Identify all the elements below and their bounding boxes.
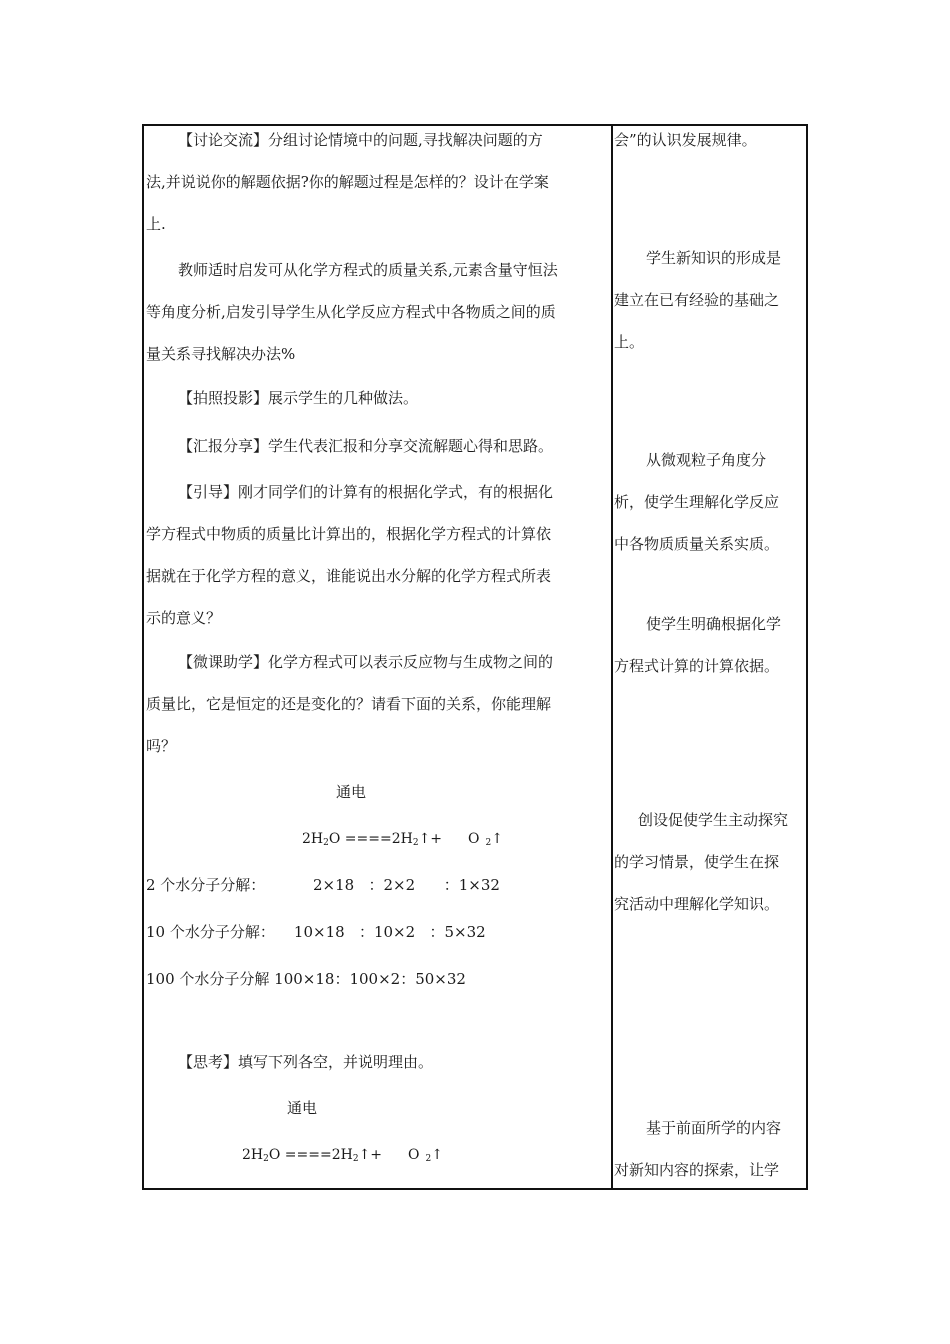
micro-line-2: 质量比，它是恒定的还是变化的？请看下面的关系，你能理解 bbox=[146, 695, 552, 713]
equation-1: $2H_2O$ $====2H_2↑+ O$ $_2$↑ bbox=[302, 831, 503, 848]
ratio-row-100: 100 个水分子分解 100×18：100×2：50×32 bbox=[146, 970, 466, 988]
micro-line-1: 【微课助学】化学方程式可以表示反应物与生成物之间的 bbox=[178, 653, 554, 671]
teacher-line-1: 教师适时启发可从化学方程式的质量关系,元素含量守恒法 bbox=[178, 261, 558, 279]
micro-line-3: 吗？ bbox=[146, 737, 177, 755]
note-1-line-2: 建立在已有经验的基础之 bbox=[614, 291, 780, 309]
lesson-table bbox=[142, 124, 808, 1190]
equation-2-condition: 通电 bbox=[287, 1099, 318, 1117]
ratio-row-10: 10 个水分子分解： 10×18 ：10×2 ：5×32 bbox=[146, 923, 486, 941]
equation-1-condition: 通电 bbox=[336, 783, 367, 801]
note-2-line-2: 析，使学生理解化学反应 bbox=[614, 493, 780, 511]
note-3-line-2: 方程式计算的计算依据。 bbox=[614, 657, 780, 675]
guide-line-3: 据就在于化学方程的意义，谁能说出水分解的化学方程式所表 bbox=[146, 567, 552, 585]
note-0: 会”的认识发展规律。 bbox=[614, 131, 757, 149]
note-1-line-1: 学生新知识的形成是 bbox=[646, 249, 782, 267]
guide-line-4: 示的意义？ bbox=[146, 609, 222, 627]
note-5-line-2: 对新知内容的探索，让学 bbox=[614, 1161, 780, 1179]
think-line: 【思考】填写下列各空，并说明理由。 bbox=[178, 1053, 434, 1071]
teacher-line-2: 等角度分析,启发引导学生从化学反应方程式中各物质之间的质 bbox=[146, 303, 556, 321]
report-line: 【汇报分享】学生代表汇报和分享交流解题心得和思路。 bbox=[178, 437, 554, 455]
note-4-line-1: 创设促使学生主动探究 bbox=[638, 811, 789, 829]
note-2-line-1: 从微观粒子角度分 bbox=[646, 451, 767, 469]
ratio-row-2: 2 个水分子分解： 2×18 ：2×2 ：1×32 bbox=[146, 876, 500, 894]
discuss-line-2: 法,并说说你的解题依据?你的解题过程是怎样的？设计在学案 bbox=[146, 173, 549, 191]
discuss-line-3: 上. bbox=[146, 215, 166, 233]
teacher-line-3: 量关系寻找解决办法% bbox=[146, 345, 296, 363]
note-4-line-3: 究活动中理解化学知识。 bbox=[614, 895, 780, 913]
guide-line-2: 学方程式中物质的质量比计算出的，根据化学方程式的计算依 bbox=[146, 525, 552, 543]
column-divider bbox=[611, 126, 613, 1188]
discuss-line-1: 【讨论交流】分组讨论情境中的问题,寻找解决问题的方 bbox=[178, 131, 543, 149]
note-4-line-2: 的学习情景，使学生在探 bbox=[614, 853, 780, 871]
equation-2: $2H_2O$ $====2H_2↑+ O$ $_2$↑ bbox=[242, 1147, 443, 1164]
note-3-line-1: 使学生明确根据化学 bbox=[646, 615, 782, 633]
note-2-line-3: 中各物质质量关系实质。 bbox=[614, 535, 780, 553]
photo-line: 【拍照投影】展示学生的几种做法。 bbox=[178, 389, 419, 407]
guide-line-1: 【引导】刚才同学们的计算有的根据化学式，有的根据化 bbox=[178, 483, 554, 501]
note-1-line-3: 上。 bbox=[614, 333, 645, 351]
note-5-line-1: 基于前面所学的内容 bbox=[646, 1119, 782, 1137]
